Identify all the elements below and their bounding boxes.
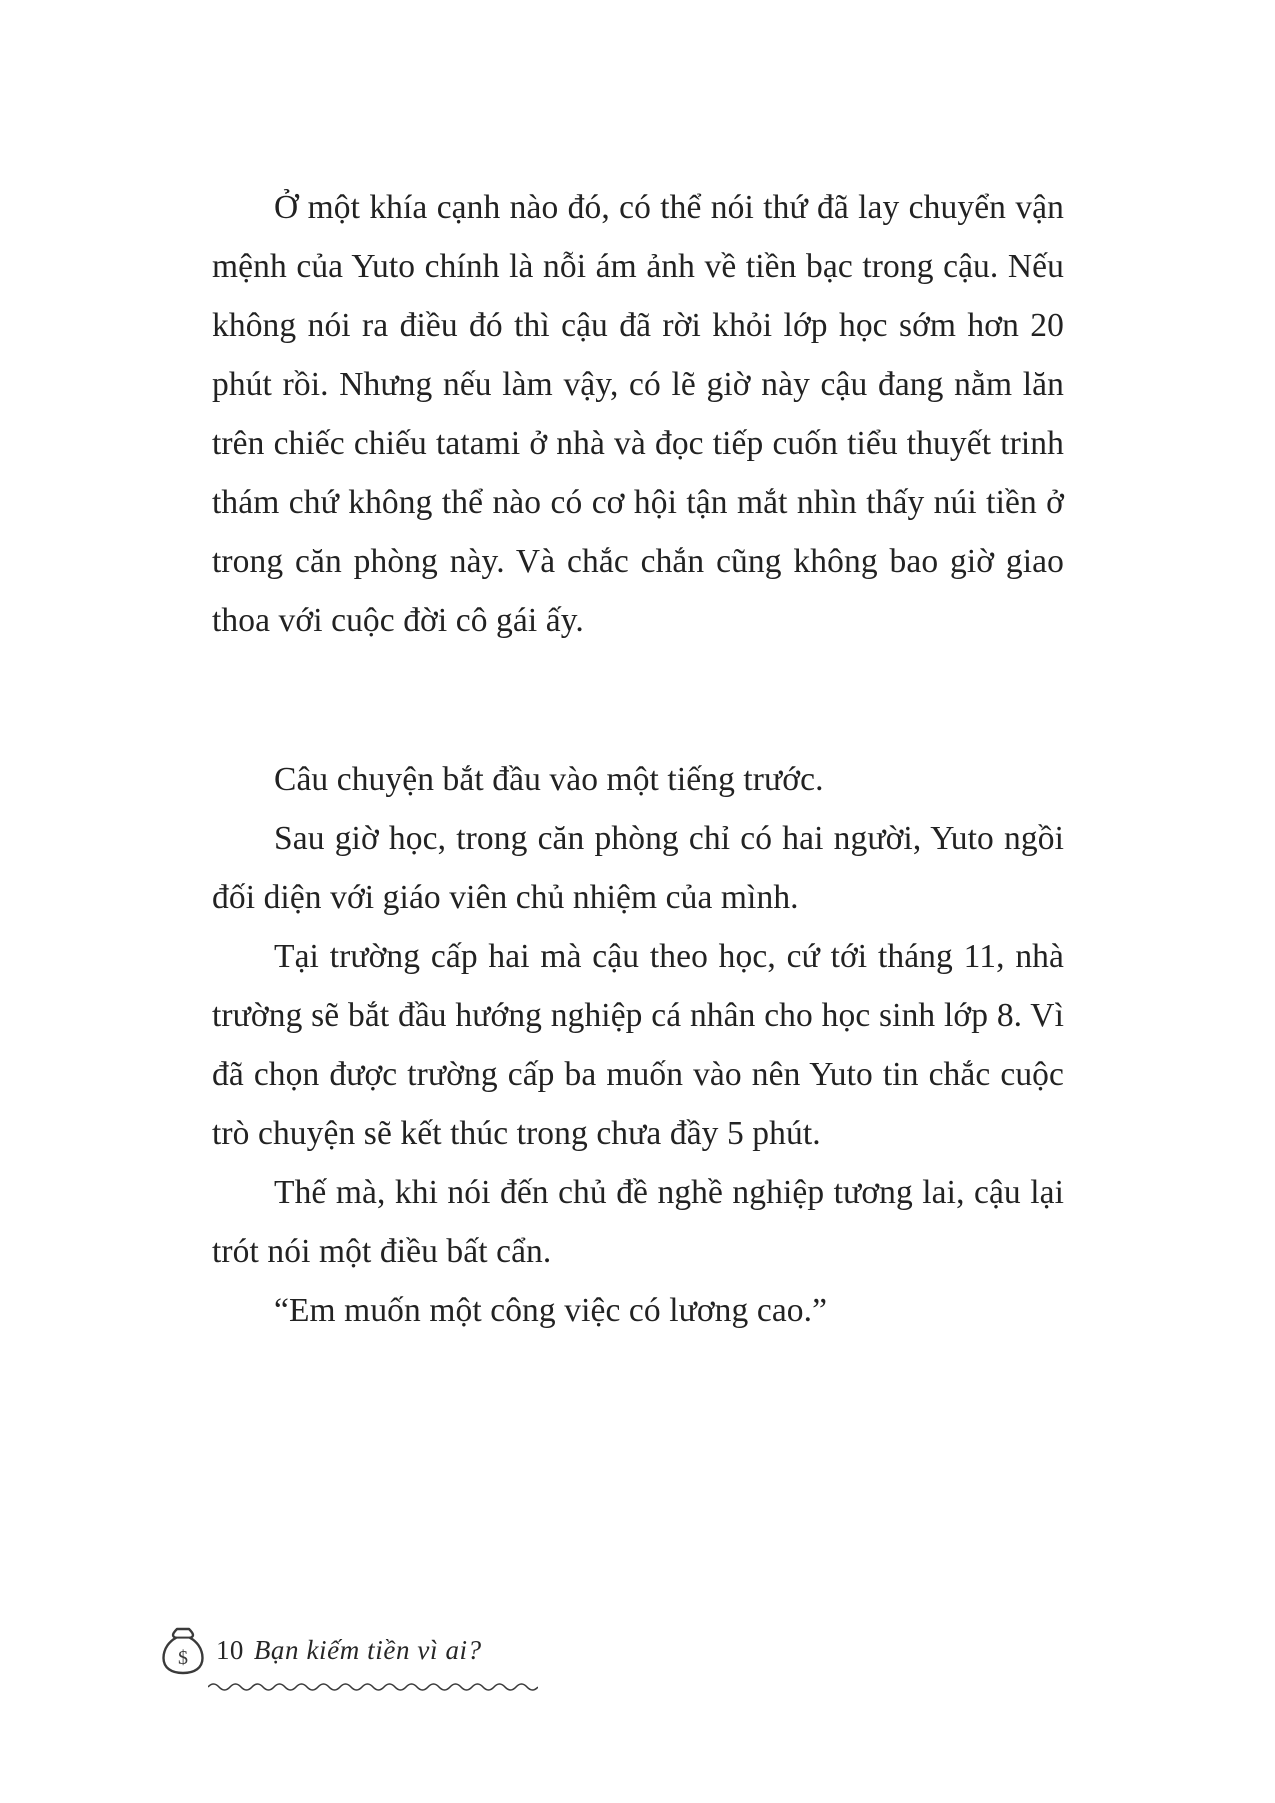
paragraph-6: “Em muốn một công việc có lương cao.” [274,1292,828,1329]
page-footer [160,1625,482,1675]
paragraph-4: Tại trường cấp hai mà cậu theo học, cứ tới tháng 11, nhà trường sẽ bắt đầu hướng nghiệp cá nhân cho học sinh lớp 8. Vì đã chọn được trường cấp ba muốn vào nên Yuto tin chắc cuộc trò chuyện sẽ kết thúc trong chưa đầy 5 phút. [212,938,1064,1152]
money-bag-icon [160,1625,206,1675]
page-text-column [212,178,1064,1340]
paragraph-2: Câu chuyện bắt đầu vào một tiếng trước. [274,761,824,798]
footer-book-title: Bạn kiếm tiền vì ai? [253,1634,482,1665]
svg-text:$: $ [178,1647,188,1669]
page-number: 10 [216,1634,244,1665]
paragraph-1: Ở một khía cạnh nào đó, có thể nói thứ đã lay chuyển vận mệnh của Yuto chính là nỗi ám ảnh về tiền bạc trong cậu. Nếu không nói ra điều đó thì cậu đã rời khỏi lớp học sớm hơn 20 phút rồi. Nhưng nếu làm vậy, có lẽ giờ này cậu đang nằm lăn trên chiếc chiếu tatami ở nhà và đọc tiếp cuốn tiểu thuyết trinh thám chứ không thể nào có cơ hội tận mắt nhìn thấy núi tiền ở trong căn phòng này. Và chắc chắn cũng không bao giờ giao thoa với cuộc đời cô gái ấy. [212,189,1064,639]
paragraph-5: Thế mà, khi nói đến chủ đề nghề nghiệp tương lai, cậu lại trót nói một điều bất cẩn. [212,1174,1064,1270]
paragraph-3: Sau giờ học, trong căn phòng chỉ có hai người, Yuto ngồi đối diện với giáo viên chủ nhiệm của mình. [212,820,1064,916]
